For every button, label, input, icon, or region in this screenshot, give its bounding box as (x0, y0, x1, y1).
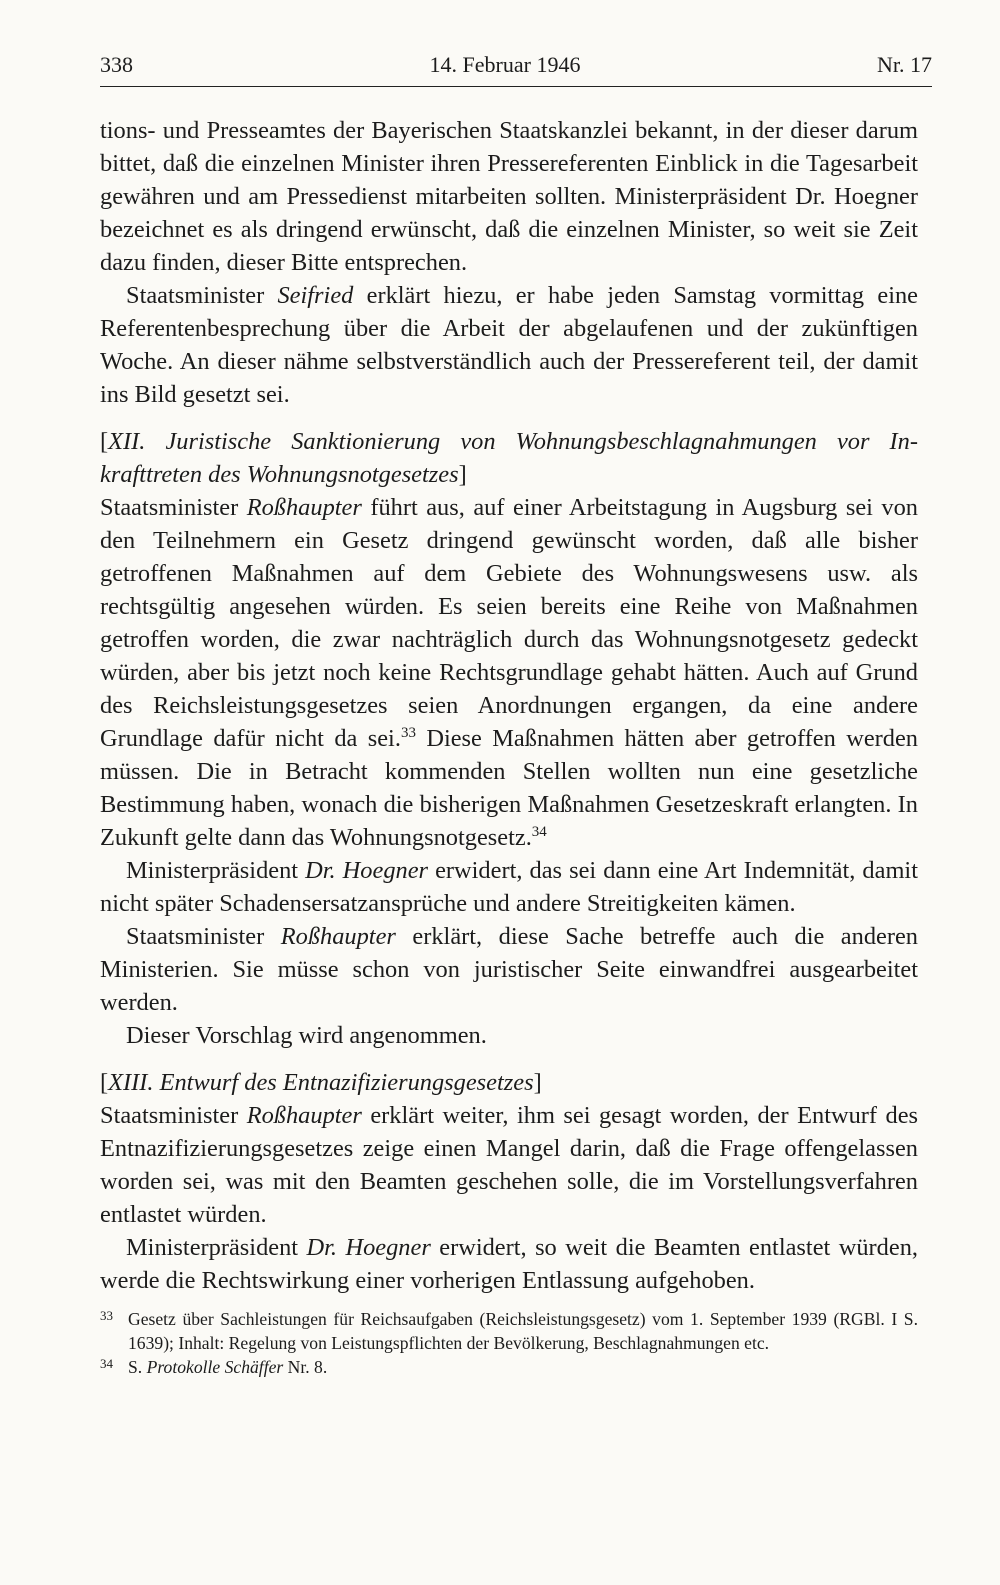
footnote-reference-title: Protokolle Schäffer (146, 1357, 284, 1377)
bracket: [ (100, 1069, 109, 1096)
footnote-suffix: Nr. 8. (283, 1357, 328, 1377)
paragraph (100, 1099, 918, 1231)
speaker-name: Roßhaupter (246, 1102, 362, 1129)
paragraph: Dieser Vorschlag wird angenommen. (126, 1022, 487, 1049)
paragraph (100, 491, 918, 854)
main-text (100, 114, 918, 1297)
paragraph (100, 920, 918, 1019)
header-date: 14. Februar 1946 (429, 52, 581, 77)
footnotes (100, 1307, 918, 1379)
speaker-title: Staatsminister (126, 923, 281, 950)
bracket: [ (100, 428, 109, 455)
speaker-title: Staatsminister (100, 494, 247, 521)
bracket: ] (458, 461, 467, 488)
speaker-title: Ministerpräsident (126, 1234, 307, 1261)
section-heading-text: XII. Juristische Sanktionierung von Wohnungsbeschlagnahmungen vor Inkrafttreten des Wohnungsnotgesetzes (100, 428, 918, 488)
paragraph (100, 854, 918, 920)
speaker-title: Staatsminister (126, 282, 278, 309)
paragraph (100, 1231, 918, 1297)
paragraph-text: Diese Maßnahmen hätten aber getroffen werden müssen. Die in Betracht kommenden Stellen wollten nun eine gesetzliche Bestimmung haben, wonach die bisherigen Maßnahmen Gesetzeskraft erlangten. In Zukunft gelte dann das Wohnungsnotgesetz. (100, 725, 918, 851)
section-heading-text: XIII. Entwurf des Entnazifizierungsgesetzes (108, 1069, 534, 1096)
speaker-name: Roßhaupter (280, 923, 396, 950)
speaker-name: Seifried (277, 282, 354, 309)
speaker-title: Staatsminister (100, 1102, 247, 1129)
footnote-ref[interactable]: 34 (531, 824, 547, 840)
footnote-33 (100, 1307, 918, 1355)
speaker-title: Ministerpräsident (126, 857, 306, 884)
paragraph-text: erklärt weiter, ihm sei gesagt worden, der Entwurf des Entnazifizierungsgesetzes zeige einen Mangel darin, daß die Frage offengelassen worden sei, was mit den Beamten geschehen solle, die im Vorstellungsverfahren entlastet würden. (100, 1102, 919, 1228)
footnote-prefix: S. (128, 1357, 147, 1377)
running-header (100, 52, 932, 87)
footnote-ref[interactable]: 33 (400, 725, 416, 741)
footnote-text (128, 1355, 918, 1379)
section-heading-xii (100, 425, 918, 491)
section-heading-xiii (100, 1066, 918, 1099)
footnote-number: 33 (100, 1308, 113, 1323)
bracket: ] (533, 1069, 542, 1096)
speaker-name: Roßhaupter (246, 494, 362, 521)
footnote-34 (100, 1355, 918, 1379)
paragraph (100, 279, 918, 411)
paragraph: tions- und Presseamtes der Bayerischen Staatskanzlei bekannt, in der dieser darum bittet, daß die einzelnen Minister ihren Pressereferenten Einblick in die Tagesarbeit gewähren und am Pressedienst mitarbeiten sollten. Ministerpräsident Dr. Hoegner bezeichnet es als dringend erwünscht, daß die einzelnen Minister, so weit sie Zeit dazu finden, dieser Bitte entsprechen. (100, 117, 918, 276)
issue-number: Nr. 17 (876, 52, 932, 77)
speaker-name: Dr. Hoegner (305, 857, 429, 884)
page-number: 338 (100, 52, 133, 77)
paragraph-text: führt aus, auf einer Arbeitstagung in Augsburg sei von den Teilnehmern ein Gesetz dringend gewünscht worden, daß alle bisher getroffenen Maßnahmen auf dem Gebiete des Wohnungswesens usw. als rechtsgültig angesehen würden. Es seien bereits eine Reihe von Maßnahmen getroffen worden, die zwar nachträglich durch das Wohnungsnotgesetz gedeckt würden, aber bis jetzt noch keine Rechtsgrundlage gehabt hätten. Auch auf Grund des Reichsleistungsgesetzes seien Anordnungen ergangen, da eine andere Grundlage dafür nicht da sei. (100, 494, 919, 752)
paragraph-text: erklärt, diese Sache betreffe auch die anderen Ministerien. Sie müsse schon von juristischer Seite einwandfrei ausgearbeitet werden. (100, 923, 918, 1016)
footnote-text: Gesetz über Sachleistungen für Reichsaufgaben (Reichsleistungsgesetz) vom 1. September 1939 (RGBl. I S. 1639); Inhalt: Regelung von Leistungspflichten der Bevölkerung, Beschlagnahmungen etc. (128, 1309, 918, 1353)
speaker-name: Dr. Hoegner (306, 1234, 431, 1261)
paragraph-text: erwidert, so weit die Beamten entlastet würden, werde die Rechtswirkung einer vorherigen Entlassung aufgehoben. (100, 1234, 918, 1294)
paragraph-text: erwidert, das sei dann eine Art Indemnität, damit nicht später Schadensersatzansprüche und andere Streitigkeiten kämen. (100, 857, 918, 917)
paragraph-text: erklärt hiezu, er habe jeden Samstag vormittag eine Referentenbesprechung über die Arbeit der abgelaufenen und der zukünftigen Woche. An dieser nähme selbstverständlich auch der Pressereferent teil, der damit ins Bild gesetzt sei. (100, 282, 919, 408)
footnote-number: 34 (100, 1356, 113, 1371)
